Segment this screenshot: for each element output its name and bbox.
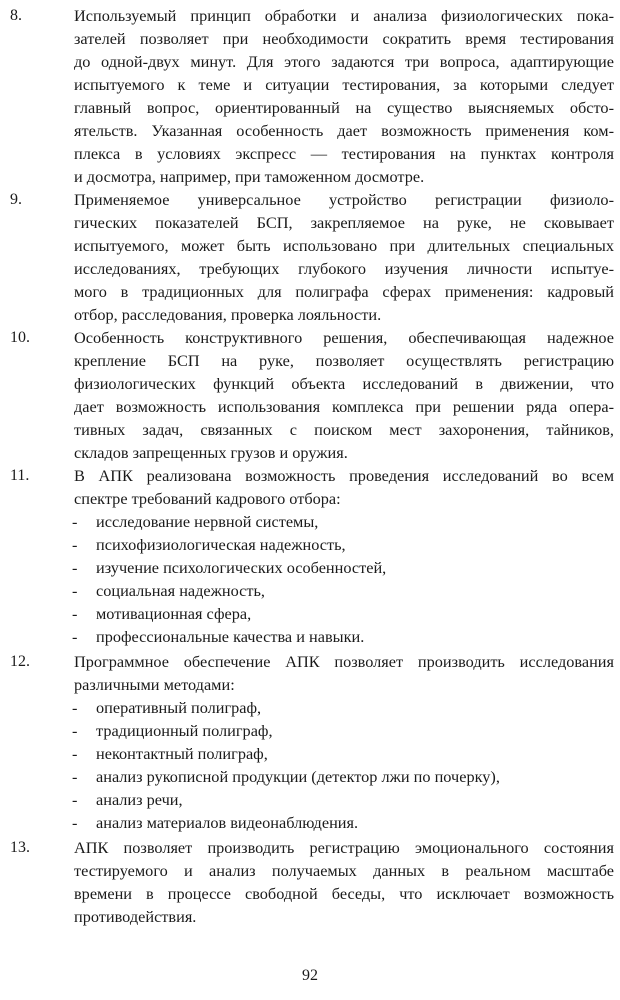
text-line: и досмотра, например, при таможенном досмотре. xyxy=(74,167,425,186)
text-line: отбор, расследования, проверка лояльности. xyxy=(74,305,382,324)
bullet-item: мотивационная сфера, xyxy=(96,604,252,623)
text-line: Особенность конструктивного решения, обеспечивающая надежное xyxy=(74,328,614,347)
text-line: гических показателей БСП, закрепляемое на руке, не сковывает xyxy=(74,213,614,232)
item-number: 10. xyxy=(10,329,30,346)
bullet-marker: - xyxy=(72,558,78,577)
text-line: тивных задач, связанных с поиском мест захоронения, тайников, xyxy=(74,420,614,439)
bullet-marker: - xyxy=(72,627,78,646)
bullet-item: анализ материалов видеонаблюдения. xyxy=(96,813,359,832)
bullet-marker: - xyxy=(72,744,78,763)
bullet-item: исследование нервной системы, xyxy=(96,512,319,531)
text-line: мого в традиционных для полиграфа сферах применения: кадровый xyxy=(74,282,614,301)
text-line: ятельств. Указанная особенность дает возможность применения ком- xyxy=(74,121,614,140)
item-number: 9. xyxy=(10,191,22,208)
bullet-item: социальная надежность, xyxy=(96,581,266,600)
bullet-marker: - xyxy=(72,581,78,600)
text-line: различными методами: xyxy=(74,675,235,694)
text-line: спектре требований кадрового отбора: xyxy=(74,489,341,508)
bullet-marker: - xyxy=(72,535,78,554)
bullet-marker: - xyxy=(72,790,78,809)
text-line: Применяемое универсальное устройство регистрации физиоло- xyxy=(74,190,614,209)
text-line: складов запрещенных грузов и оружия. xyxy=(74,443,348,462)
item-number: 13. xyxy=(10,839,30,856)
bullet-marker: - xyxy=(72,604,78,623)
bullet-item: профессиональные качества и навыки. xyxy=(96,627,365,646)
bullet-marker: - xyxy=(72,813,78,832)
item-number: 11. xyxy=(10,467,30,484)
bullet-marker: - xyxy=(72,698,78,717)
bullet-item: неконтактный полиграф, xyxy=(96,744,268,763)
text-line: испытуемого, может быть использовано при длительных специальных xyxy=(74,236,614,255)
bullet-marker: - xyxy=(72,512,78,531)
bullet-marker: - xyxy=(72,721,78,740)
bullet-item: традиционный полиграф, xyxy=(96,721,273,740)
bullet-item: анализ рукописной продукции (детектор лжи по почерку), xyxy=(96,767,500,786)
text-line: крепление БСП на руке, позволяет осуществлять регистрацию xyxy=(74,351,614,370)
text-line: физиологических функций объекта исследований в движении, что xyxy=(74,374,614,393)
text-line: Используемый принцип обработки и анализа физиологических пока- xyxy=(74,6,614,25)
text-line: В АПК реализована возможность проведения исследований во всем xyxy=(74,466,614,485)
page-number: 92 xyxy=(302,967,318,984)
bullet-marker: - xyxy=(72,767,78,786)
text-line: плекса в условиях экспресс — тестирования на пунктах контроля xyxy=(74,144,614,163)
bullet-item: анализ речи, xyxy=(96,790,183,809)
bullet-item: изучение психологических особенностей, xyxy=(96,558,387,577)
text-line: до одной-двух минут. Для этого задаются три вопроса, адаптирующие xyxy=(74,52,614,71)
item-number: 12. xyxy=(10,653,30,670)
text-line: испытуемого к теме и ситуации тестирования, за которыми следует xyxy=(74,75,614,94)
text-line: Программное обеспечение АПК позволяет производить исследования xyxy=(74,652,614,671)
text-line: главный вопрос, ориентированный на существо выясняемых обсто- xyxy=(74,98,614,117)
item-number: 8. xyxy=(10,7,22,24)
text-line: АПК позволяет производить регистрацию эмоционального состояния xyxy=(74,838,614,857)
text-line: дает возможность использования комплекса при решении ряда опера- xyxy=(74,397,614,416)
bullet-item: психофизиологическая надежность, xyxy=(96,535,346,554)
text-line: исследованиях, требующих глубокого изучения личности испытуе- xyxy=(74,259,614,278)
text-line: времени в процессе свободной беседы, что исключает возможность xyxy=(74,884,614,903)
bullet-item: оперативный полиграф, xyxy=(96,698,262,717)
text-line: зателей позволяет при необходимости сократить время тестирования xyxy=(74,29,614,48)
text-line: тестируемого и анализ получаемых данных в реальном масштабе xyxy=(74,861,614,880)
text-line: противодействия. xyxy=(74,907,197,926)
